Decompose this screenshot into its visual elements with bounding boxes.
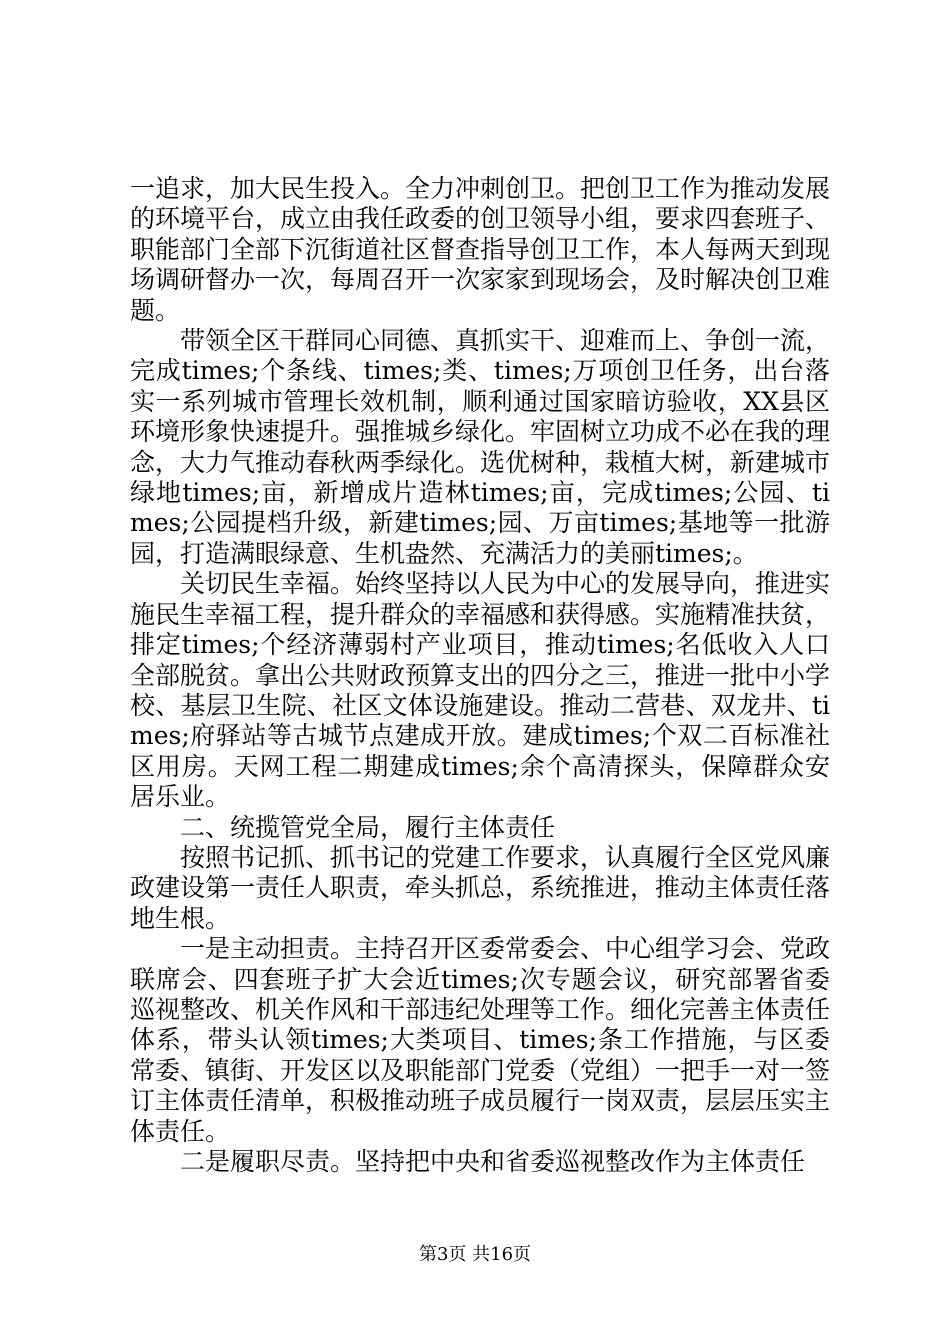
page-number-footer: 第3页 共16页 — [418, 1244, 532, 1265]
document-body — [130, 174, 830, 1177]
paragraph-2: 带领全区干群同心同德、真抓实干、迎难而上、争创一流，完成times;个条线、times;类、times;万项创卫任务，出台落实一系列城市管理长效机制，顺利通过国家暗访验收，XX县区环境形象快速提升。强推城乡绿化。牢固树立功成不必在我的理念，大力气推动春秋两季绿化。选优树种，栽植大树，新建城市绿地times;亩，新增成片造林times;亩，完成times;公园、times;公园提档升级，新建times;园、万亩times;基地等一批游园，打造满眼绿意、生机盎然、充满活力的美丽times;。 — [130, 326, 831, 568]
paragraph-1: 一追求，加大民生投入。全力冲刺创卫。把创卫工作为推动发展的环境平台，成立由我任政委的创卫领导小组，要求四套班子、职能部门全部下沉街道社区督查指导创卫工作，本人每两天到现场调研督办一次，每周召开一次家家到现场会，及时解决创卫难题。 — [130, 174, 831, 325]
paragraph-6: 二是履职尽责。坚持把中央和省委巡视整改作为主体责任 — [180, 1147, 806, 1176]
section-heading: 二、统揽管党全局，履行主体责任 — [180, 812, 556, 842]
paragraph-3: 关切民生幸福。始终坚持以人民为中心的发展导向，推进实施民生幸福工程，提升群众的幸福感和获得感。实施精准扶贫，排定times;个经济薄弱村产业项目，推动times;名低收入人口全部脱贫。拿出公共财政预算支出的四分之三，推进一批中小学校、基层卫生院、社区文体设施建设。推动二营巷、双龙井、times;府驿站等古城节点建成开放。建成times;个双二百标准社区用房。天网工程二期建成times;余个高清探头，保障群众安居乐业。 — [130, 569, 831, 812]
paragraph-5: 一是主动担责。主持召开区委常委会、中心组学习会、党政联席会、四套班子扩大会近times;次专题会议，研究部署省委巡视整改、机关作风和干部违纪处理等工作。细化完善主体责任体系，带头认领times;大类项目、times;条工作措施，与区委常委、镇街、开发区以及职能部门党委（党组）一把手一对一签订主体责任清单，积极推动班子成员履行一岗双责，层层压实主体责任。 — [130, 934, 831, 1146]
paragraph-4: 按照书记抓、抓书记的党建工作要求，认真履行全区党风廉政建设第一责任人职责，牵头抓总，系统推进，推动主体责任落地生根。 — [130, 842, 831, 933]
